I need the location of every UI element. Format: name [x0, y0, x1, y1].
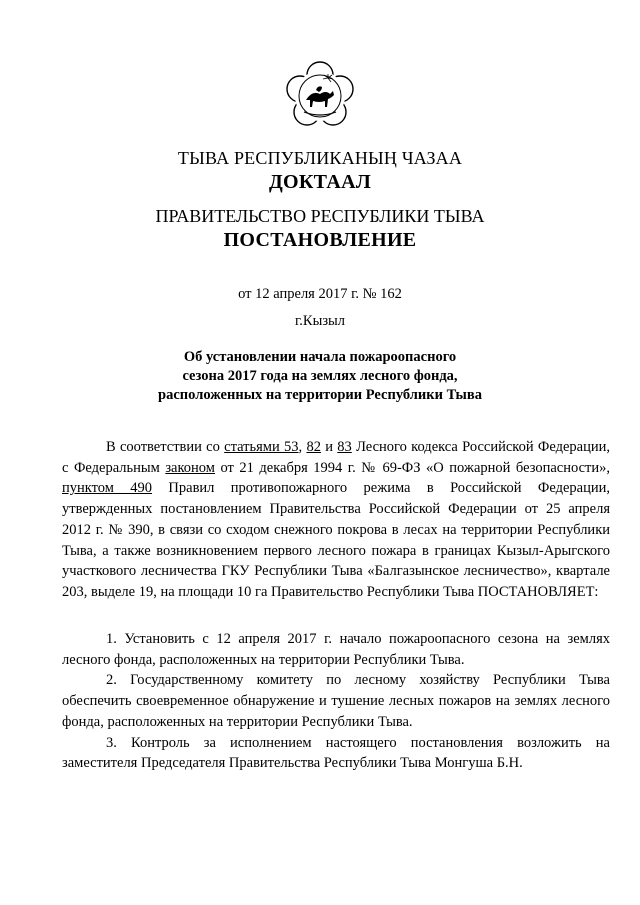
coat-of-arms-icon [284, 60, 356, 132]
law-link-article-53[interactable]: статьями 53 [224, 439, 299, 455]
preamble-text: , [298, 439, 307, 455]
decree-title [0, 348, 640, 405]
preamble-text: Лесного кодекса Российской Федерации, с Федеральным [62, 439, 610, 476]
preamble [62, 437, 610, 603]
decree-date-number: от 12 апреля 2017 г. № 162 [238, 286, 402, 302]
law-link-federal-law[interactable]: законом [165, 459, 215, 476]
decree-item: 3. Контроль за исполнением настоящего постановления возложить на заместителя Председателя Правительства Республики Тыва Монгуша Б.Н. [62, 734, 610, 772]
decree-heading: ПОСТАНОВЛЕНИЕ [223, 229, 417, 251]
law-link-point-490[interactable]: пунктом 490 [62, 480, 153, 497]
preamble-text: от 21 декабря 1994 г. № 69-ФЗ «О пожарной безопасности», [214, 459, 611, 476]
decree-title-line: сезона 2017 года на землях лесного фонда, [182, 368, 458, 384]
preamble-text: Правил противопожарного режима в Российской Федерации, утвержденных постановлением Правительства Российской Федерации от 25 апреля 2012 г. № 390, в связи со сходом снежного покрова в лесах на территории Республики Тыва, а также возникновением первого лесного пожара в границах Кызыл-Арыгского участкового лесничества ГКУ Республики Тыва «Балгазынское лесничество», квартале 203, выделе 19, на площади 10 га Правительство Республики Тыва ПОСТАНОВЛЯЕТ: [62, 480, 611, 600]
tuva-government-title: ТЫВА РЕСПУБЛИКАНЫҢ ЧАЗАА [177, 148, 463, 168]
decree-item: 2. Государственному комитету по лесному хозяйству Республики Тыва обеспечить своевременное обнаружение и тушение лесных пожаров на землях лесного фонда, расположенных на территории Республики Тыва. [62, 672, 610, 730]
preamble-text: В соответствии со [106, 439, 225, 455]
law-link-article-82[interactable]: 82 [306, 439, 321, 455]
government-title: ПРАВИТЕЛЬСТВО РЕСПУБЛИКИ ТЫВА [155, 206, 485, 226]
tuva-decree-heading: ДОКТААЛ [268, 171, 372, 193]
decree-title-line: Об установлении начала пожароопасного [183, 349, 457, 365]
decree-item: 1. Установить с 12 апреля 2017 г. начало пожароопасного сезона на землях лесного фонда, расположенных на территории Республики Тыва. [62, 631, 610, 668]
decree-items [62, 629, 610, 774]
law-link-article-83[interactable]: 83 [337, 439, 352, 455]
preamble-text: и [320, 439, 338, 455]
decree-city: г.Кызыл [294, 313, 346, 329]
preamble-paragraph [62, 437, 610, 603]
decree-title-line: расположенных на территории Республики Тыва [158, 387, 482, 403]
